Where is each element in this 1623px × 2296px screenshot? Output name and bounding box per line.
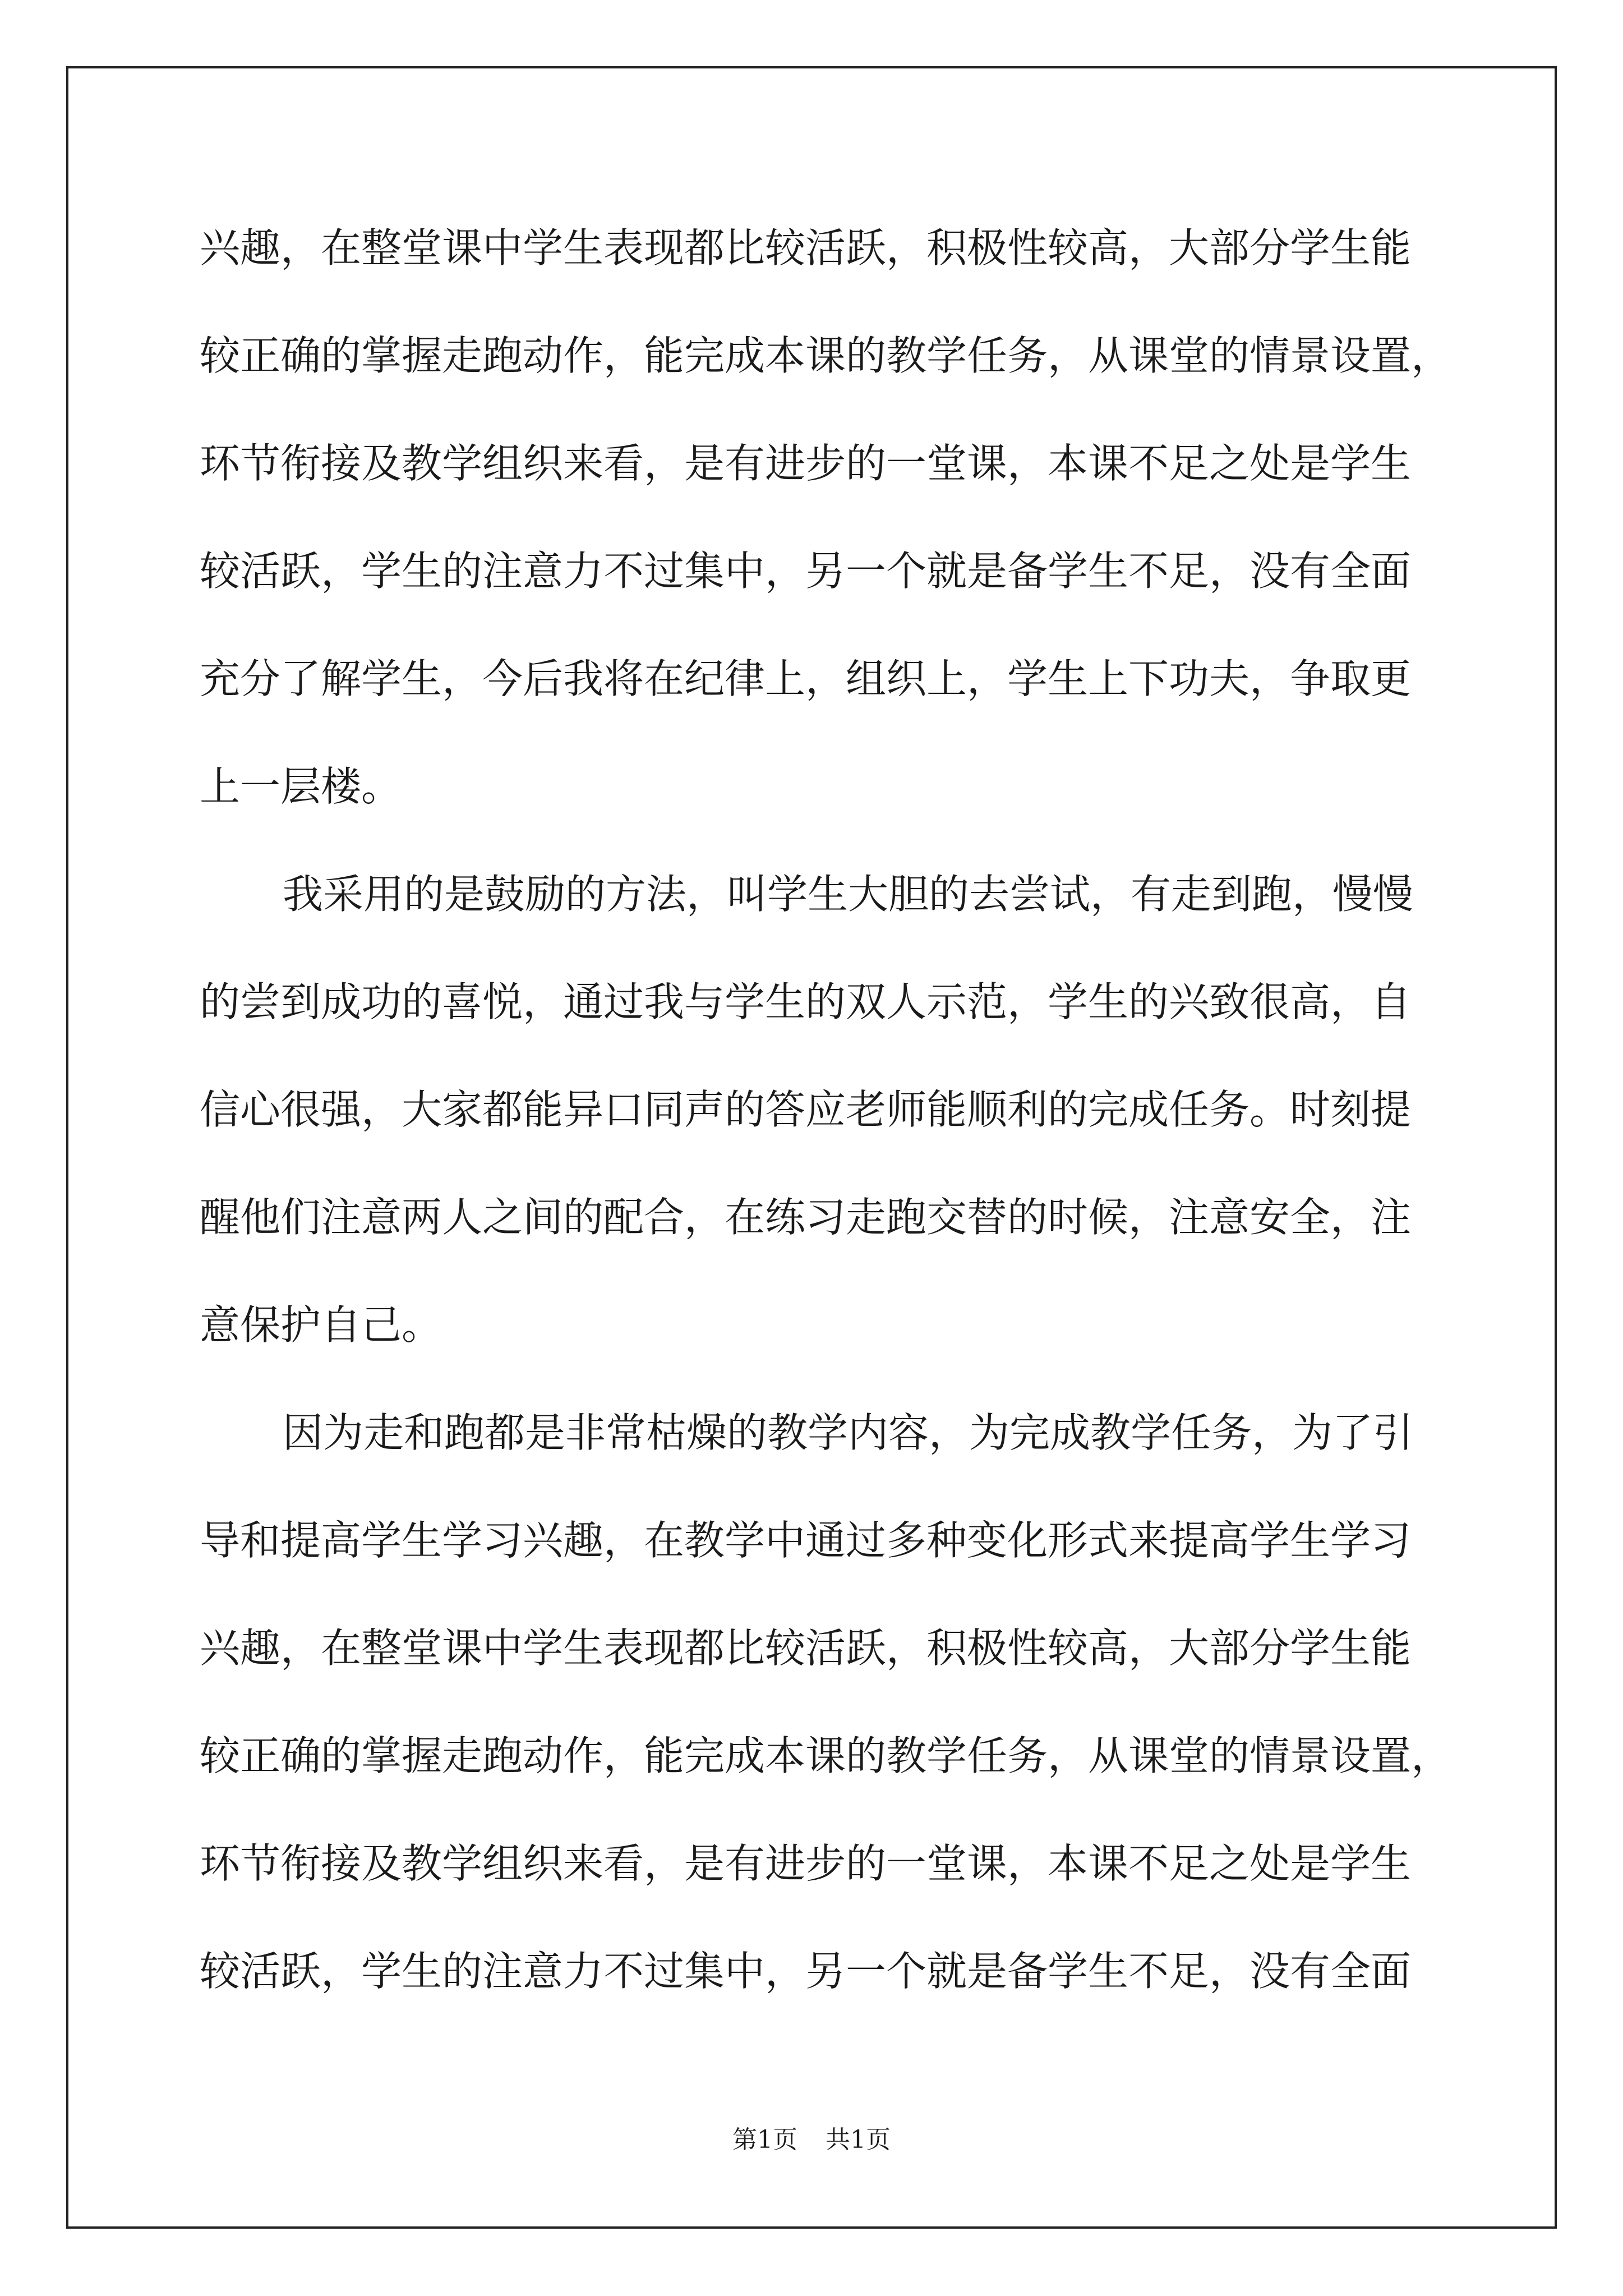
body-line: 信心很强，大家都能异口同声的答应老师能顺利的完成任务。时刻提 [200, 1086, 1412, 1133]
page-number: 第1页 [732, 2125, 797, 2154]
body-line: 较活跃，学生的注意力不过集中，另一个就是备学生不足，没有全面 [200, 1948, 1412, 1995]
body-line: 意保护自己。 [200, 1301, 442, 1349]
paragraph-first-line: 因为走和跑都是非常枯燥的教学内容，为完成教学任务，为了引 [283, 1409, 1414, 1456]
page-total: 共1页 [826, 2125, 891, 2154]
body-line: 兴趣，在整堂课中学生表现都比较活跃，积极性较高，大部分学生能 [200, 1625, 1412, 1672]
body-line: 兴趣，在整堂课中学生表现都比较活跃，积极性较高，大部分学生能 [200, 224, 1412, 272]
body-line: 的尝到成功的喜悦，通过我与学生的双人示范，学生的兴致很高，自 [200, 978, 1412, 1025]
page-footer [0, 2123, 1623, 2157]
body-line: 醒他们注意两人之间的配合，在练习走跑交替的时候，注意安全，注 [200, 1194, 1412, 1241]
body-line: 导和提高学生学习兴趣，在教学中通过多种变化形式来提高学生学习 [200, 1517, 1412, 1564]
body-line: 环节衔接及教学组织来看，是有进步的一堂课，本课不足之处是学生 [200, 440, 1412, 487]
body-line: 充分了解学生，今后我将在纪律上，组织上，学生上下功夫，争取更 [200, 655, 1412, 702]
body-line: 环节衔接及教学组织来看，是有进步的一堂课，本课不足之处是学生 [200, 1840, 1412, 1887]
paragraph-first-line: 我采用的是鼓励的方法，叫学生大胆的去尝试，有走到跑，慢慢 [283, 871, 1414, 918]
page-border [66, 66, 1557, 2229]
body-line: 较正确的掌握走跑动作，能完成本课的教学任务，从课堂的情景设置， [200, 1732, 1452, 1779]
body-line: 较正确的掌握走跑动作，能完成本课的教学任务，从课堂的情景设置， [200, 332, 1452, 379]
body-line: 较活跃，学生的注意力不过集中，另一个就是备学生不足，没有全面 [200, 547, 1412, 595]
body-line: 上一层楼。 [200, 763, 402, 810]
